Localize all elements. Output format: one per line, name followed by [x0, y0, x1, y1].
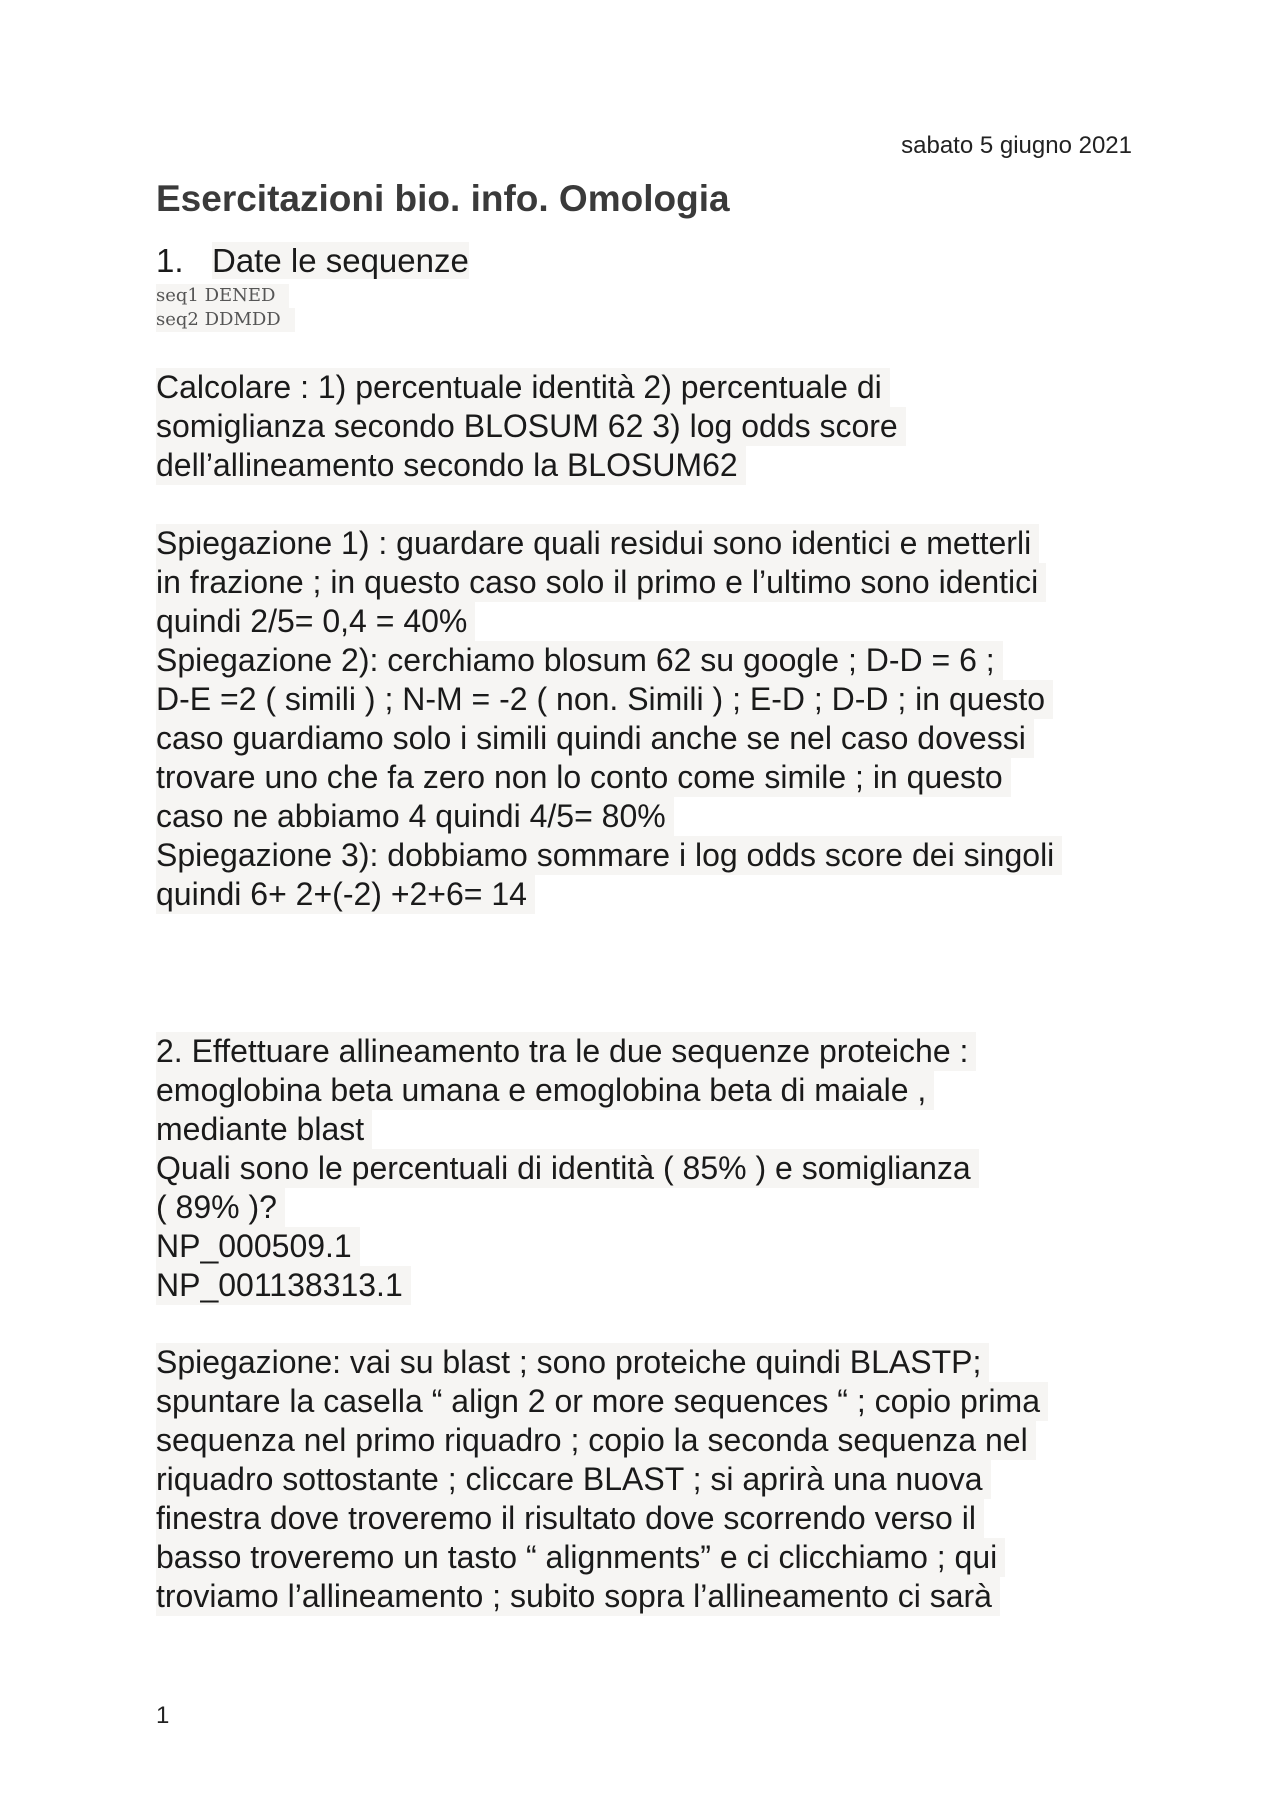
text-line: Spiegazione: vai su blast ; sono proteiche quindi BLASTP;	[156, 1343, 989, 1382]
text-line: Spiegazione 1) : guardare quali residui sono identici e metterli	[156, 524, 1039, 563]
text-line: sequenza nel primo riquadro ; copio la seconda sequenza nel	[156, 1421, 1036, 1460]
text-line: Calcolare : 1) percentuale identità 2) percentuale di	[156, 368, 890, 407]
sequence-block	[156, 284, 295, 332]
text-line: Quali sono le percentuali di identità ( 85% ) e somiglianza	[156, 1149, 979, 1188]
text-line: NP_001138313.1	[156, 1266, 411, 1305]
text-line: spuntare la casella “ align 2 or more sequences “ ; copio prima	[156, 1382, 1048, 1421]
exercise-1-explanation	[156, 524, 1146, 914]
exercise-1-task	[156, 368, 1146, 485]
text-line: trovare uno che fa zero non lo conto come simile ; in questo	[156, 758, 1011, 797]
document-date: sabato 5 giugno 2021	[901, 132, 1132, 159]
text-line: Spiegazione 2): cerchiamo blosum 62 su google ; D-D = 6 ;	[156, 641, 1003, 680]
text-line: ( 89% )?	[156, 1188, 285, 1227]
text-line: D-E =2 ( simili ) ; N-M = -2 ( non. Simili ) ; E-D ; D-D ; in questo	[156, 680, 1053, 719]
exercise-2-explanation	[156, 1343, 1146, 1616]
page-number: 1	[156, 1702, 170, 1729]
text-line: 2. Effettuare allineamento tra le due sequenze proteiche :	[156, 1032, 976, 1071]
exercise-1-number: 1.	[156, 242, 184, 279]
sequence-line: seq2 DDMDD	[156, 308, 295, 332]
text-line: basso troveremo un tasto “ alignments” e ci clicchiamo ; qui	[156, 1538, 1005, 1577]
exercise-1-heading	[156, 242, 469, 280]
text-line: caso guardiamo solo i simili quindi anche se nel caso dovessi	[156, 719, 1034, 758]
text-line: riquadro sottostante ; cliccare BLAST ; si aprirà una nuova	[156, 1460, 991, 1499]
text-line: finestra dove troveremo il risultato dove scorrendo verso il	[156, 1499, 984, 1538]
sequence-line: seq1 DENED	[156, 284, 289, 308]
text-line: quindi 6+ 2+(-2) +2+6= 14	[156, 875, 535, 914]
text-line: caso ne abbiamo 4 quindi 4/5= 80%	[156, 797, 674, 836]
exercise-1-heading-text: Date le sequenze	[212, 242, 469, 279]
text-line: somiglianza secondo BLOSUM 62 3) log odds score	[156, 407, 906, 446]
text-line: in frazione ; in questo caso solo il primo e l’ultimo sono identici	[156, 563, 1046, 602]
text-line: mediante blast	[156, 1110, 372, 1149]
text-line: emoglobina beta umana e emoglobina beta di maiale ,	[156, 1071, 934, 1110]
text-line: dell’allineamento secondo la BLOSUM62	[156, 446, 746, 485]
text-line: troviamo l’allineamento ; subito sopra l’allineamento ci sarà	[156, 1577, 1000, 1616]
text-line: Spiegazione 3): dobbiamo sommare i log odds score dei singoli	[156, 836, 1062, 875]
text-line: NP_000509.1	[156, 1227, 360, 1266]
text-line: quindi 2/5= 0,4 = 40%	[156, 602, 475, 641]
page-title: Esercitazioni bio. info. Omologia	[156, 178, 730, 219]
exercise-2-task	[156, 1032, 1146, 1305]
